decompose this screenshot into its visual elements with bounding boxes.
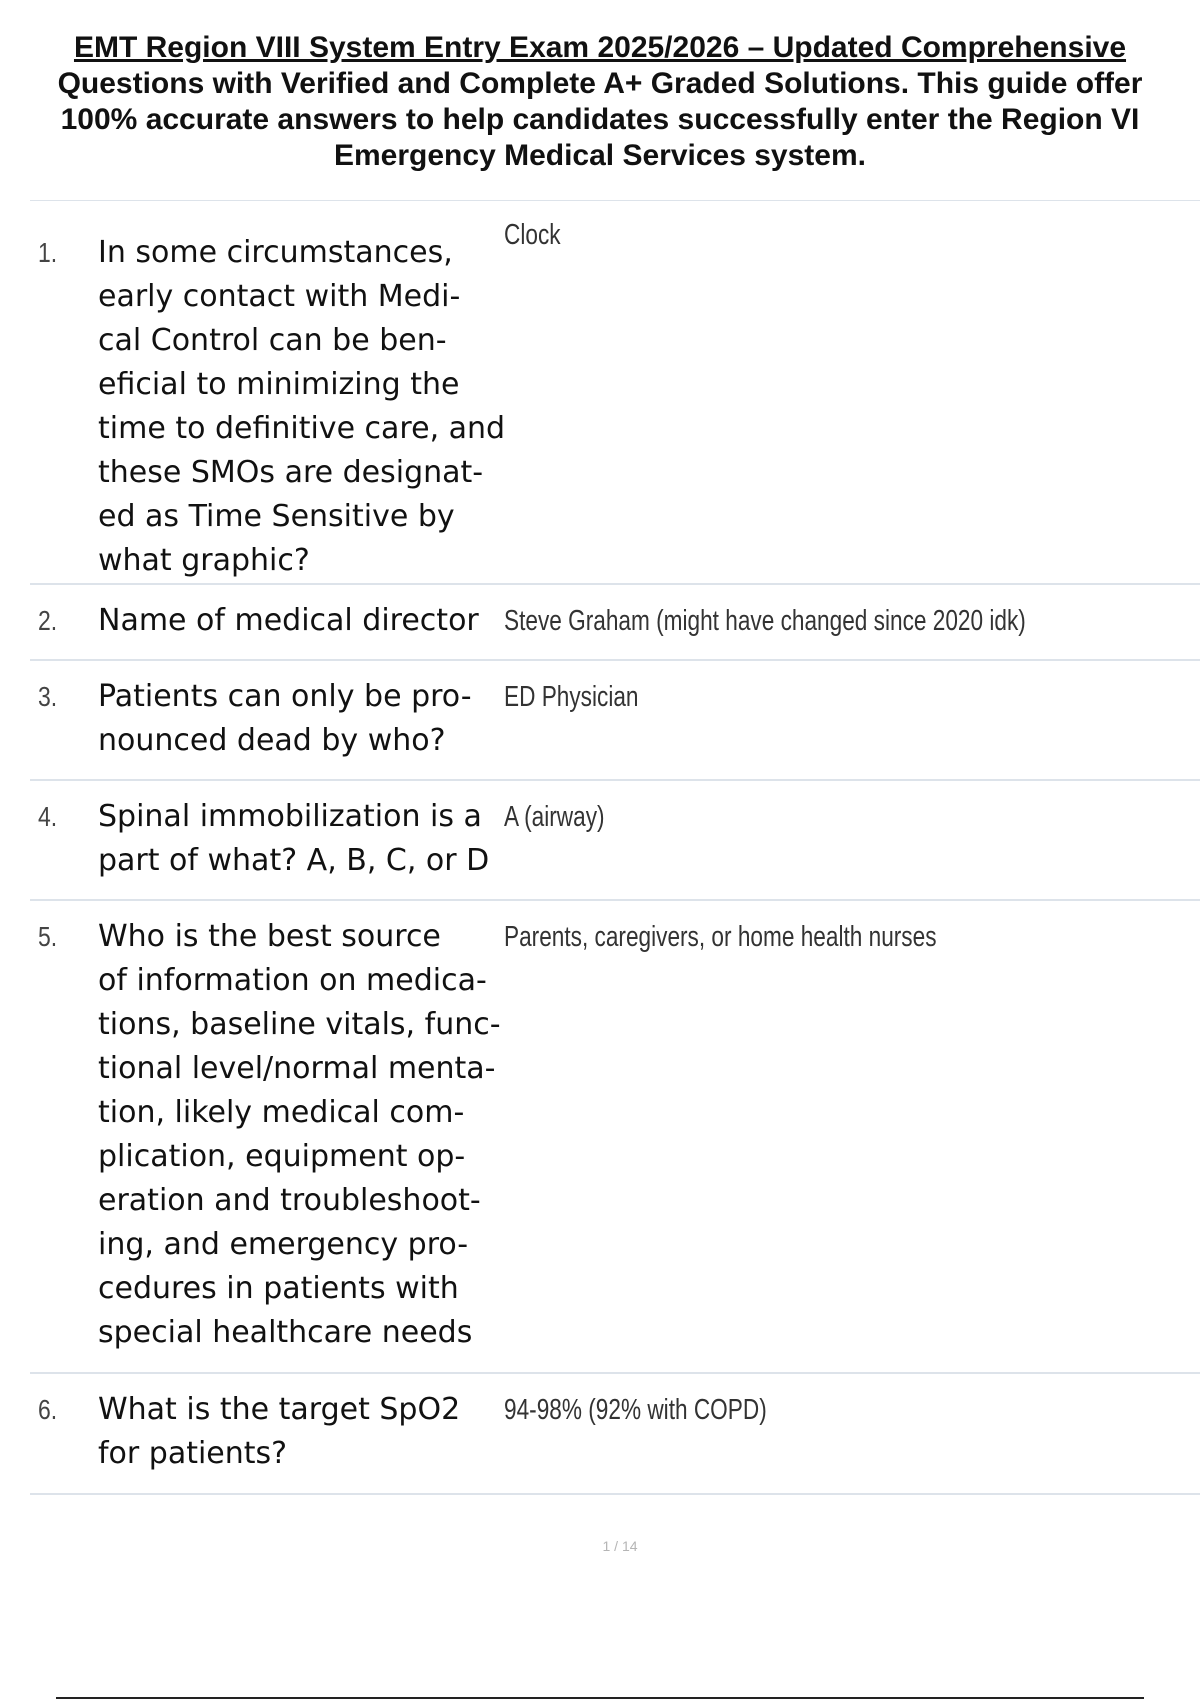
question-text <box>98 599 508 643</box>
question-line: What is the target SpO2 <box>98 1392 461 1427</box>
table-row <box>30 201 1200 585</box>
table-row <box>30 901 1200 1374</box>
question-line: ing, and emergency pro- <box>98 1227 469 1262</box>
question-line: Name of medical director <box>98 603 479 638</box>
question-number: 2. <box>38 605 58 636</box>
question-line: cal Control can be ben- <box>98 323 447 358</box>
question-line: Spinal immobilization is a <box>98 799 482 834</box>
question-text <box>98 675 508 763</box>
question-line: part of what? A, B, C, or D <box>98 843 490 878</box>
question-line: Who is the best source <box>98 919 441 954</box>
question-line: In some circumstances, <box>98 235 453 270</box>
question-number: 5. <box>38 921 58 952</box>
answer-text: Parents, caregivers, or home health nurses <box>504 921 937 953</box>
table-row <box>30 585 1200 661</box>
question-answer-table <box>30 200 1200 1495</box>
question-line: these SMOs are designat- <box>98 455 484 490</box>
title-line-4: Emergency Medical Services system. <box>334 139 866 172</box>
question-number: 4. <box>38 801 58 832</box>
question-number: 3. <box>38 681 58 712</box>
question-line: early contact with Medi- <box>98 279 461 314</box>
question-line: eration and troubleshoot- <box>98 1183 481 1218</box>
page-title <box>0 30 1200 174</box>
question-line: of information on medica- <box>98 963 487 998</box>
question-line: eficial to minimizing the <box>98 367 460 402</box>
question-text <box>98 915 508 1355</box>
page-number-indicator: 1 / 14 <box>602 1538 638 1554</box>
question-text <box>98 231 508 583</box>
title-line-2: Questions with Verified and Complete A+ Graded Solutions. This guide offer <box>57 67 1143 100</box>
question-line: nounced dead by who? <box>98 723 446 758</box>
question-line: tion, likely medical com- <box>98 1095 465 1130</box>
question-text <box>98 795 508 883</box>
footer-divider <box>56 1697 1144 1699</box>
answer-text: ED Physician <box>504 681 639 713</box>
title-line-1: EMT Region VIII System Entry Exam 2025/2026 – Updated Comprehensive <box>73 31 1127 64</box>
question-number: 6. <box>38 1394 58 1425</box>
question-line: plication, equipment op- <box>98 1139 466 1174</box>
question-line: tions, baseline vitals, func- <box>98 1007 501 1042</box>
question-line: tional level/normal menta- <box>98 1051 496 1086</box>
question-line: time to definitive care, and <box>98 411 506 446</box>
table-row <box>30 1374 1200 1495</box>
answer-text: Clock <box>504 219 561 251</box>
question-line: Patients can only be pro- <box>98 679 472 714</box>
answer-text: A (airway) <box>504 801 605 833</box>
answer-text: Steve Graham (might have changed since 2020 idk) <box>504 605 1026 637</box>
question-line: special healthcare needs <box>98 1315 473 1350</box>
title-line-3: 100% accurate answers to help candidates successfully enter the Region VI <box>60 103 1140 136</box>
table-row <box>30 781 1200 901</box>
table-row <box>30 661 1200 781</box>
question-line: for patients? <box>98 1436 288 1471</box>
answer-text: 94-98% (92% with COPD) <box>504 1394 767 1426</box>
question-number: 1. <box>38 237 58 268</box>
question-line: what graphic? <box>98 543 310 578</box>
question-text <box>98 1388 508 1476</box>
question-line: ed as Time Sensitive by <box>98 499 455 534</box>
question-line: cedures in patients with <box>98 1271 459 1306</box>
